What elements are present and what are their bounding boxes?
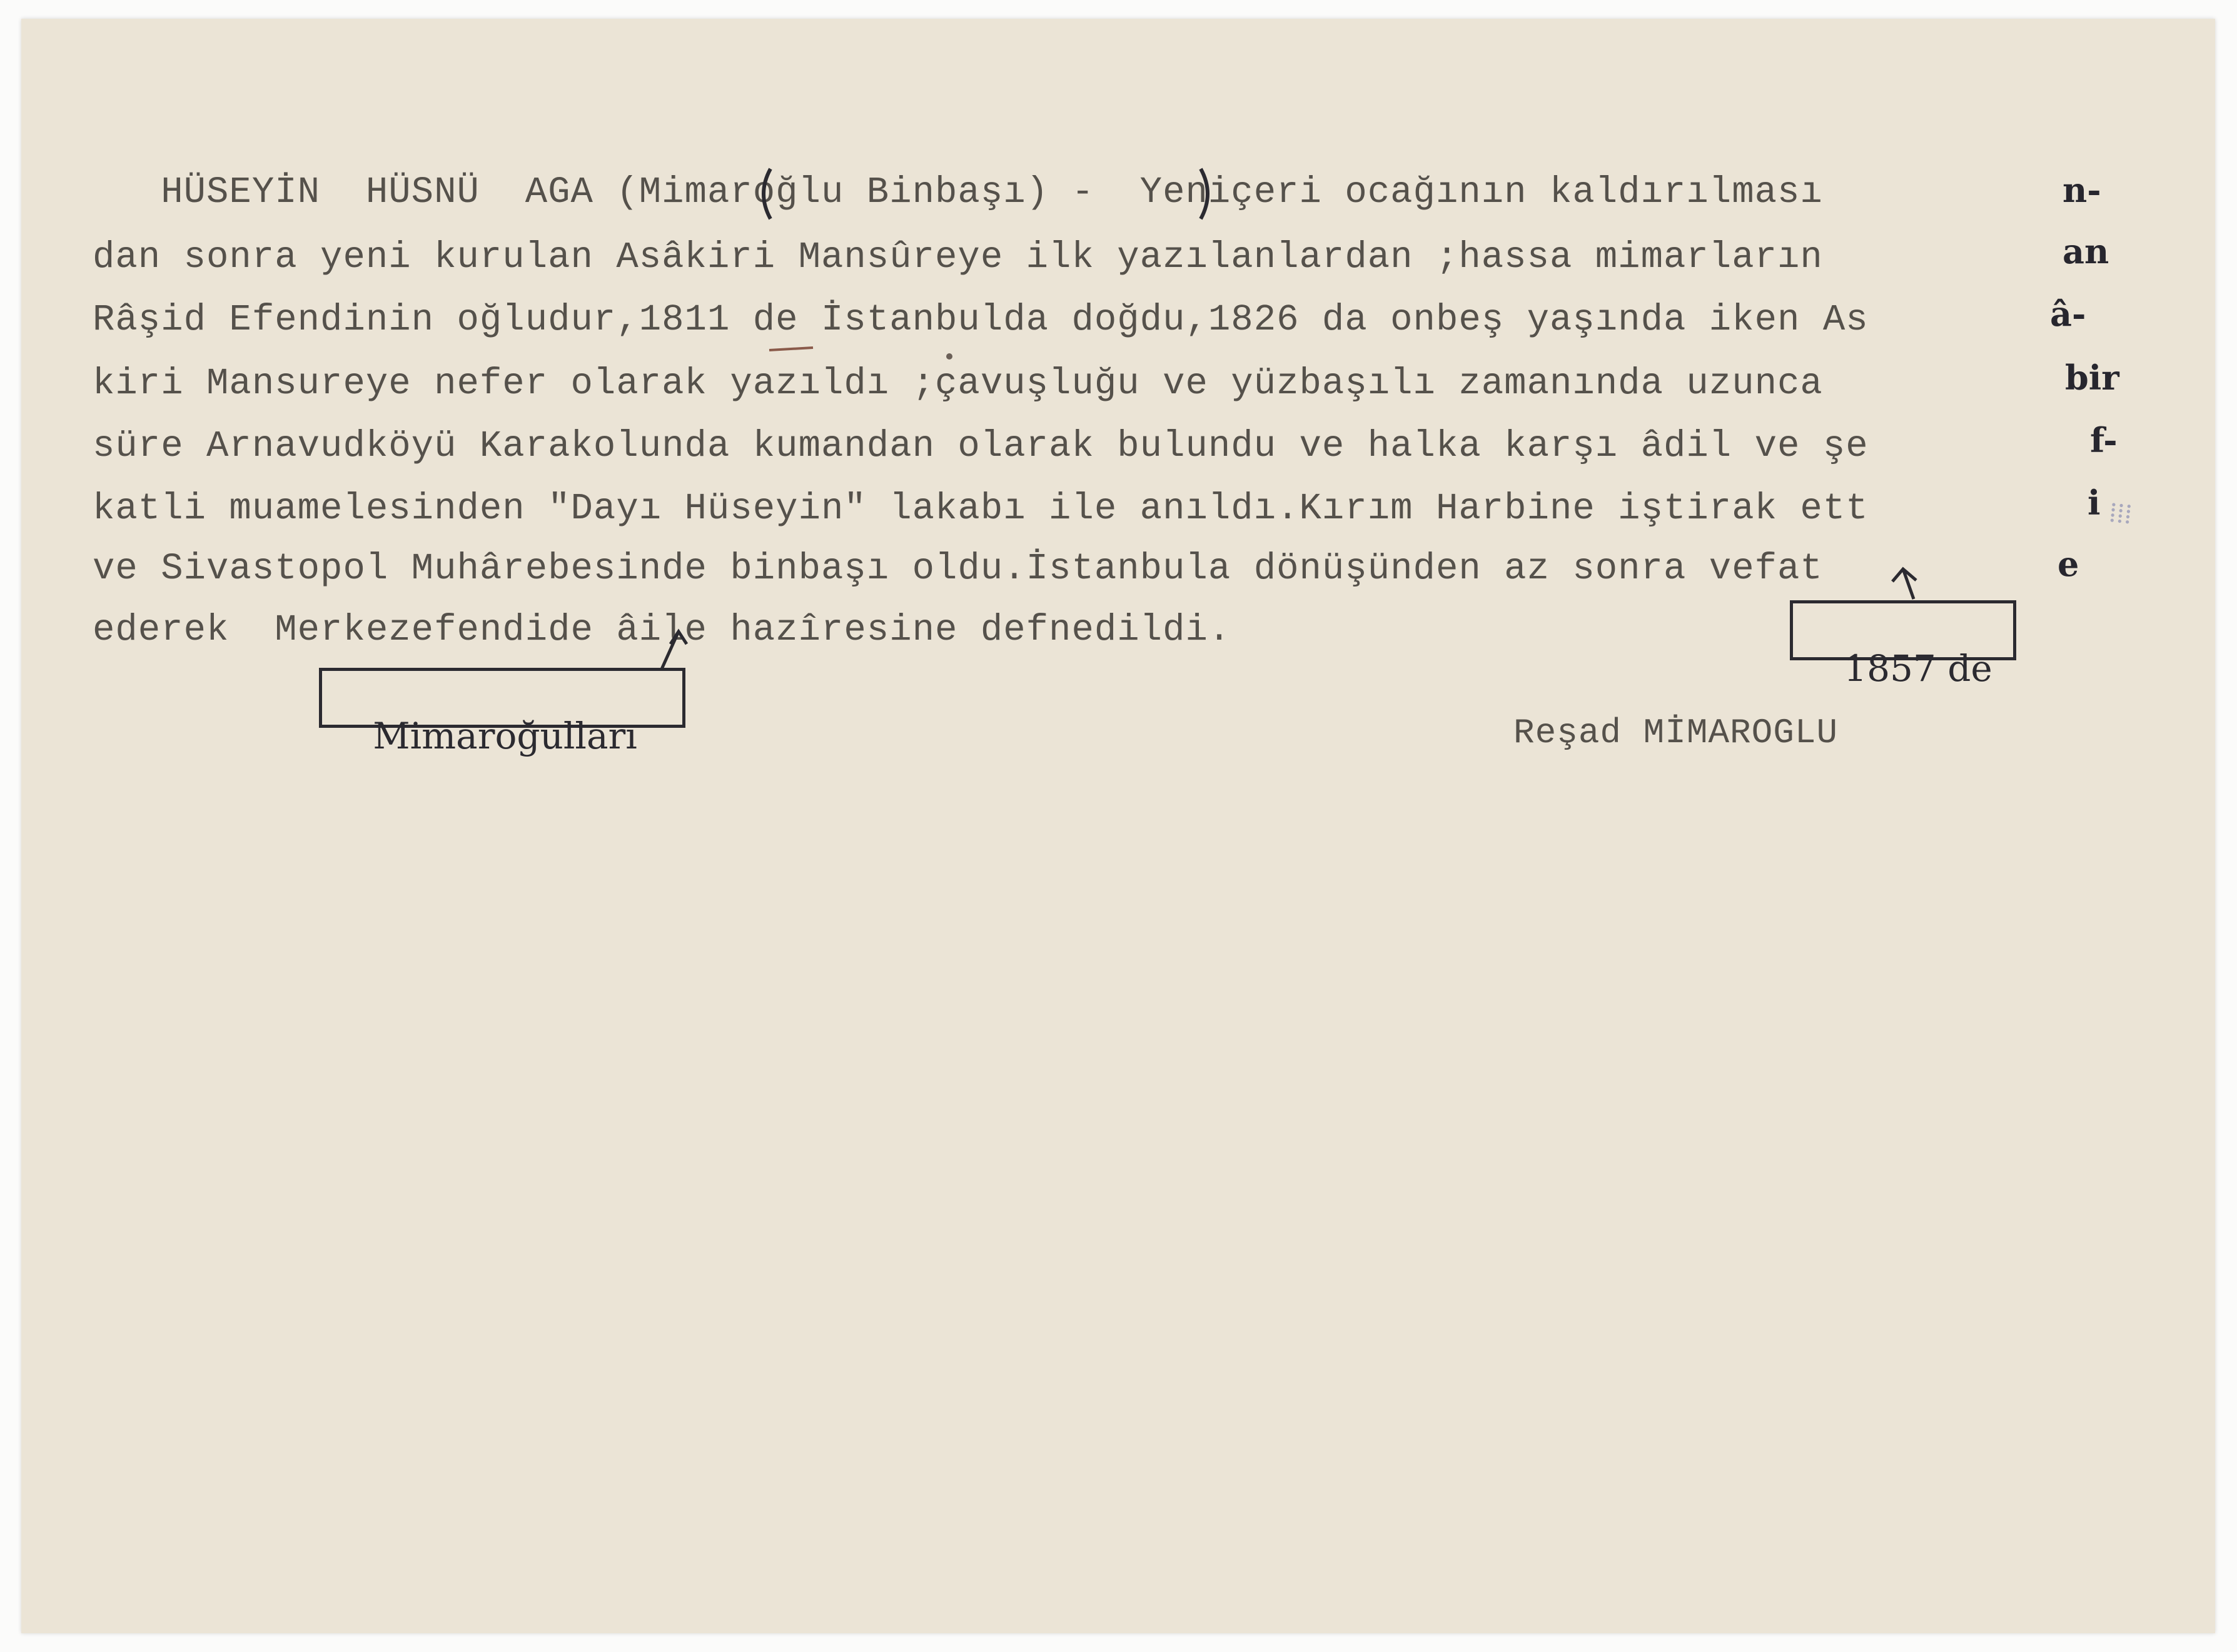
text-line-7: ve Sivastopol Muhârebesinde binbaşı oldu.İstanbula dönüşünden az sonra vefat xyxy=(93,548,1823,590)
text-line-6: katli muamelesinden "Dayı Hüseyin" lakabı ile anıldı.Kırım Harbine iştirak ett xyxy=(93,488,1869,530)
text-line-3: Râşid Efendinin oğludur,1811 de İstanbulda doğdu,1826 da onbeş yaşında iken As xyxy=(93,299,1869,341)
insertion-text-mimarogullari: Mimaroğulları xyxy=(373,715,637,757)
handwritten-ending-6: i xyxy=(2088,483,2101,523)
handwritten-ending-3: â- xyxy=(2050,294,2086,334)
text-line-8: ederek Merkezefendide âile hazîresine defnedildi. xyxy=(93,609,1231,651)
text-line-4: kiri Mansureye nefer olarak yazıldı ;çavuşluğu ve yüzbaşılı zamanında uzunca xyxy=(93,363,1823,405)
text-line-2: dan sonra yeni kurulan Asâkiri Mansûreye ilk yazılanlardan ;hassa mimarların xyxy=(93,236,1823,278)
insertion-box-mimarogullari xyxy=(319,668,685,757)
signature: Reşad MİMAROGLU xyxy=(1513,713,1839,753)
handwritten-ending-4: bir xyxy=(2065,358,2119,398)
handwritten-ending-2: an xyxy=(2063,231,2109,271)
handwritten-ending-5: f- xyxy=(2090,420,2118,460)
text-line-5: süre Arnavudköyü Karakolunda kumandan olarak bulundu ve halka karşı âdil ve şe xyxy=(93,425,1869,467)
insertion-text-date: 1857 de xyxy=(1844,647,1992,690)
text-line-1: HÜSEYİN HÜSNÜ AGA (Mimaroğlu Binbaşı) - Yeniçeri ocağının kaldırılması xyxy=(93,171,1823,213)
handwritten-ending-1: n- xyxy=(2063,170,2101,210)
handwritten-ending-7: e xyxy=(2058,544,2079,584)
pencil-marginalia: ⁞⁞⁞ xyxy=(2107,496,2134,531)
insertion-box-date xyxy=(1790,600,2016,690)
